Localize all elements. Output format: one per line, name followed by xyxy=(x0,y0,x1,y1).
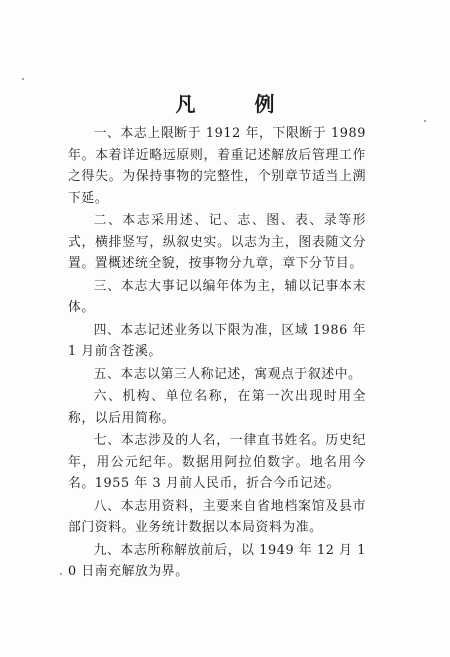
guidelines-body xyxy=(68,123,366,583)
guideline-paragraph-4: 四、本志记述业务以下限为准，区域 1986 年 1 月前含苍溪。 xyxy=(68,322,366,359)
scan-speck xyxy=(22,78,24,80)
guideline-paragraph-6: 六、机构、单位名称，在第一次出现时用全称，以后用简称。 xyxy=(68,389,366,426)
guideline-paragraph-8: 八、本志用资料，主要来自省地档案馆及县市部门资料。业务统计数据以本局资料为准。 xyxy=(68,498,366,535)
guideline-paragraph-7: 七、本志涉及的人名，一律直书姓名。历史纪年，用公元纪年。数据用阿拉伯数字。地名用今名。1955 年 3 月前人民币，折合今币记述。 xyxy=(68,433,366,491)
scan-speck xyxy=(424,120,426,122)
guideline-paragraph-9: 九、本志所称解放前后，以 1949 年 12 月 10 日南充解放为界。 xyxy=(68,542,366,579)
guideline-paragraph-1: 一、本志上限断于 1912 年，下限断于 1989 年。本着详近略远原则，着重记述解放后管理工作之得失。为保持事物的完整性，个别章节适当上溯下延。 xyxy=(68,126,366,206)
guideline-paragraph-2: 二、本志采用述、记、志、图、表、录等形式，横排竖写，纵叙史实。以志为主，图表随文分置。置概述统全貌，按事物分九章，章下分节目。 xyxy=(68,213,366,271)
page-title: 凡 例 xyxy=(175,92,301,116)
guideline-paragraph-3: 三、本志大事记以编年体为主，辅以记事本末体。 xyxy=(68,278,366,315)
scan-speck xyxy=(60,573,62,575)
guideline-paragraph-5: 五、本志以第三人称记述，寓观点于叙述中。 xyxy=(93,366,362,382)
